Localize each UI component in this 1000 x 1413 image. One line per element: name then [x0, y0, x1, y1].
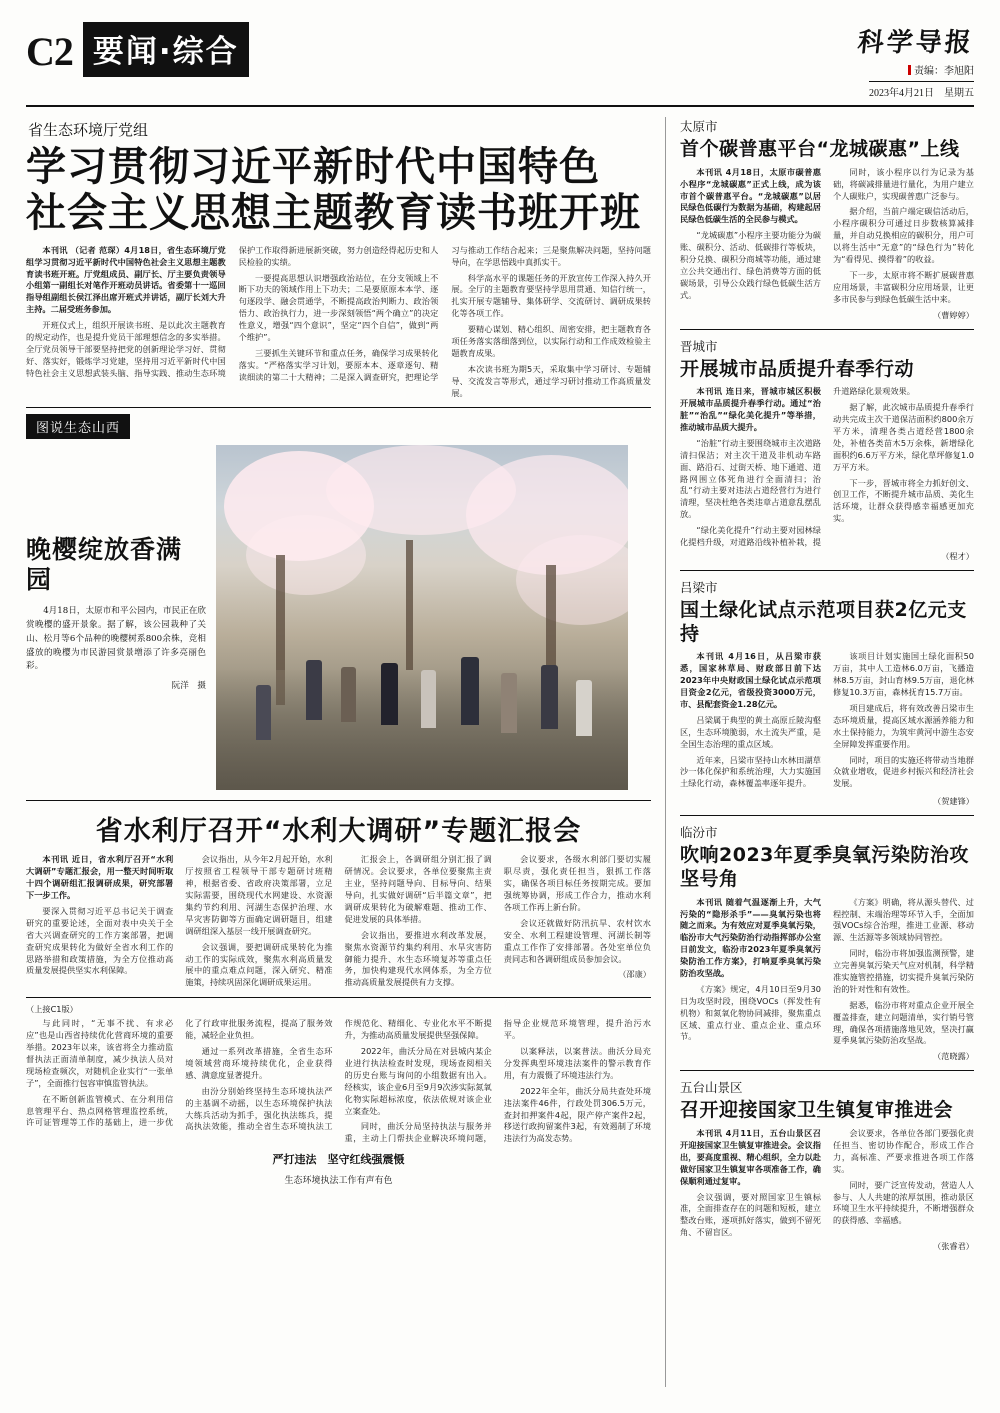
- lead-headline-line1: 学习贯彻习近平新时代中国特色: [26, 144, 600, 190]
- feature-2-credit: （邵康）: [618, 969, 651, 980]
- continuation-paragraph: 2022年全年，曲沃分局共查处环境违法案件46件，行政处罚306.5万元，查封扣押案件4起，限产停产案件2起，移送行政拘留案件3起，有效遏制了环境违法行为高发态势。: [503, 1085, 651, 1144]
- article-paragraph: 《方案》规定，4月10日至9月30日为攻坚时段，围绕VOCs（挥发性有机物）和氮氧化物协同减排，聚焦重点区域、重点行业、重点企业、重点环节。: [680, 983, 821, 1042]
- article-paragraph: “绿化美化提升”行动主要对园林绿化提档升级，对道路沿线补植补栽，提升道路绿化景观效果。: [680, 386, 915, 547]
- page-number: C2: [26, 28, 73, 74]
- continuation-note: （上接C1版）: [26, 1004, 78, 1015]
- masthead-meta: [908, 62, 974, 77]
- article-city: 晋城市: [680, 338, 718, 354]
- continuation-paragraph: 在不断创新监管模式、在分利用信息管理平台、热点网格管理监控系统，许可证管理等工作的基础上，进一步优化了行政审批服务流程，提高了服务效能，减轻企业负担。: [26, 1018, 333, 1128]
- right-article-lvliang: [680, 578, 974, 807]
- article-paragraph: 同时，要广泛宣传发动，营造人人参与、人人共建的浓厚氛围，推动景区环境卫生水平持续提升，不断增强群众的获得感、幸福感。: [833, 1179, 974, 1226]
- feature-2-paragraph: 要深入贯彻习近平总书记关于调查研究的重要论述，全面对表中央关于全省大兴调查研究的工作方案部署，把调查研究成果转化为做好全省水利工作的思路举措和政策措施，为全方位推动高质量发展提供坚实水利保障。: [26, 906, 174, 976]
- article-headline: 国土绿化试点示范项目获2亿元支持: [680, 598, 967, 645]
- photo-feature-row: [26, 445, 651, 790]
- feature-2-body: [26, 854, 651, 989]
- photo-feature: [26, 407, 651, 790]
- article-paragraph: 本刊讯 随着气温逐渐上升，大气污染的“隐形杀手”——臭氧污染也将随之而来。为有效应对夏季臭氧污染，临汾市大气污染防治行动指挥部办公室日前发文，临汾市2023年夏季臭氧污染防治工作方案》，打响夏季臭氧污染防治攻坚战。: [680, 896, 821, 979]
- feature-2: [26, 800, 651, 989]
- article-paragraph: 同时，该小程序以行为记录为基础，将碳减排量进行量化，为用户建立个人碳账户，实现碳普惠广泛参与。: [833, 166, 974, 201]
- editor-label: 责编：李旭阳: [908, 62, 974, 77]
- masthead: [26, 22, 974, 107]
- continuation-subtagline: 生态环境执法工作有声有色: [284, 1176, 393, 1187]
- article-paragraph: 该项目计划实施国土绿化面积50万亩，其中人工造林6.0万亩，飞播造林8.5万亩，封山育林9.5万亩，退化林修复10.3万亩，森林抚育15.7万亩。: [833, 651, 974, 698]
- article-credit: （范晓露）: [933, 1051, 974, 1062]
- masthead-right: [858, 22, 974, 99]
- article-credit: （程才）: [941, 550, 974, 561]
- feature-2-paragraph: 会议指出，从今年2月起开始，水利厅按照省工程领导干部专题研讨班精神，根据省委、省政府决策部署，立足实际需要，围绕现代水网建设、水资源集约节约利用、河湖生态保护治理、水旱灾害防御等方面确定调研题目，组建调研组深入基层一线开展调查研究。: [185, 854, 333, 936]
- lead-paragraph: 本次读书班为期5天，采取集中学习研讨、专题辅导、交流发言等形式，通过学习研讨推动工作高质量发展。: [451, 363, 651, 398]
- article-body: [680, 167, 974, 308]
- photo-caption-block: [26, 445, 206, 790]
- lead-body: [26, 245, 651, 400]
- article-paragraph: 本刊讯 连日来，晋城市城区积极开展城市品质提升春季行动。通过“治脏”“治乱”“绿化美化提升”等举措，推动城市品质大提升。: [680, 386, 821, 432]
- right-article-wutaishan: [680, 1078, 974, 1252]
- right-article-taiyuan: [680, 117, 974, 321]
- article-headline: 召开迎接国家卫生镇复审推进会: [680, 1099, 954, 1122]
- article-paragraph: 《方案》明确，将从源头替代、过程控制、末端治理等环节入手，全面加强VOCs综合治理，推进工业源、移动源、生活源等多领域协同管控。: [833, 896, 974, 943]
- article-paragraph: 下一步，太原市将不断扩展碳普惠应用场景，丰富碳积分应用场景，让更多市民参与到绿色低碳生活中来。: [833, 269, 974, 304]
- article-headline: 吹响2023年夏季臭氧污染防治攻坚号角: [680, 844, 969, 890]
- article-paragraph: 会议要求，各单位各部门要强化责任担当、密切协作配合，形成工作合力，高标准、严要求推进各项工作落实。: [833, 1128, 974, 1174]
- article-credit: （曹婷婷）: [933, 309, 974, 320]
- feature-2-paragraph: 会议指出，要推进水利改革发展，聚焦水资源节约集约利用、水旱灾害防御能力提升、水生态环境复苏等重点任务，加快构建现代水网体系，为全方位推动高质量发展提供有力支撑。: [344, 929, 492, 988]
- lead-headline-line2: 社会主义思想主题教育读书班开班: [26, 190, 641, 237]
- continuation-paragraph: 通过一系列改革措施，全省生态环境领域营商环境持续优化，企业获得感、满意度显著提升。: [185, 1046, 333, 1080]
- article-paragraph: 会议强调，要对照国家卫生镇标准，全面排查存在的问题和短板，建立整改台账，逐项抓好落实，做到不留死角、不留盲区。: [680, 1191, 821, 1238]
- continuation-paragraph: 2022年，曲沃分局在对县城内某企业进行执法检查时发现，现场查阅相关的历史台账与询问的小组数据有出入。经核实，该企业6月至9月9次涉实际氮氧化物实际超标浓度，依法依规对该企业立案查处。: [344, 1046, 492, 1116]
- article-paragraph: “治脏”行动主要围绕城市主次道路清扫保洁；对主次干道及非机动车路面、路沿石、过街天桥、地下通道、道路网围立体死角进行全面清扫；治乱“行动主要对违法占道经营行为进行清理，坚决杜绝各类违章占道意乱摆乱放。: [680, 437, 821, 520]
- divider: [680, 329, 974, 330]
- feature-2-paragraph: 本刊讯 近日，省水利厅召开“水利大调研”专题汇报会，用一整天时间听取十四个调研组汇报调研成果，研究部署下一步工作。: [26, 854, 174, 901]
- continuation-block: [26, 997, 651, 1186]
- section-title: 要闻·综合: [83, 22, 249, 77]
- continuation-body: [26, 1018, 651, 1145]
- article-city: 临汾市: [680, 825, 718, 841]
- continuation-paragraph: 以案释法，以案普法。曲沃分局充分发挥典型环境违法案件的警示教育作用，有力震慑了环境违法行为。: [503, 1046, 651, 1080]
- right-article-linfen: [680, 823, 974, 1062]
- lead-paragraph: 本刊讯 （记者 范琛）4月18日，省生态环境厅党组学习贯彻习近平新时代中国特色社会主义思想主题教育读书班开班。厅党组成员、副厅长、厅主要负责领导小组第一副组长对笔作开班动员讲话。省委第十一巡回指导组副组长侯江泽出席开班式并讲话，副厅长刘大升主持。二届受班务参加。: [26, 244, 226, 315]
- photo-feature-tag: 图说生态山西: [26, 414, 130, 439]
- photo-credit: 阮洋 摄: [171, 681, 206, 692]
- photo-image: [216, 445, 628, 790]
- masthead-left: [26, 22, 249, 77]
- right-article-jincheng: [680, 337, 974, 562]
- article-paragraph: 吕梁属于典型的黄土高原丘陵沟壑区，生态环境脆弱，水土流失严重，是全国生态治理的重点区域。: [680, 714, 821, 749]
- article-city: 太原市: [680, 119, 718, 134]
- article-paragraph: 本刊讯 4月18日，太原市碳普惠小程序“龙城碳惠”正式上线，成为该市首个碳普惠平台。“龙城碳惠”以居民绿色低碳行为数据为基础，构建起居民绿色低碳生活的全民参与模式。: [680, 166, 821, 225]
- photo-caption: 4月18日，太原市和平公园内，市民正在欣赏晚樱的盛开景象。据了解，该公园栽种了关山、松月等6个品种的晚樱树系800余株，竞相盛放的晚樱为市民游园赏景增添了许多亮丽色彩。: [26, 606, 206, 672]
- continuation-paragraph: 同时，曲沃分局坚持执法与服务并重，主动上门帮扶企业解决环境问题，指导企业规范环境管理，提升治污水平。: [344, 1018, 651, 1144]
- article-headline: 首个碳普惠平台“龙城碳惠”上线: [680, 138, 960, 160]
- lead-paragraph: 科学高水平的课题任务的开放宣传工作深入持久开展。全厅的主题教育要坚持学思用贯通、知信行统一，扎实开展专题辅导、集体研学、交流研讨、调研成果转化等各项工作。: [451, 272, 651, 319]
- lead-paragraph: 开班仪式上，组织开展读书班、是以此次主题教育的规定动作，也是提升党员干部理想信念的多实举措。全厅党员领导干部要坚持把党的创新理论学习好、贯彻好、落实好，锻炼学习党建，坚持用习近平新时代中国特色社会主义思想武装头脑、指导实践、推动生态环境保护工作取得新进展新突破，努力创造经得起历史和人民检验的实绩。: [26, 244, 439, 378]
- left-column: [26, 117, 666, 1387]
- continuation-paragraph: 与此同时，“无事不扰、有求必应”也是山西省持续优化营商环境的重要举措。2023年以来，该省将全力推动监督执法正面清单制度，减少执法人员对现场检查频次，对随机企业实行“一张单子”，全面推行包容审慎监管执法。: [26, 1018, 174, 1088]
- article-paragraph: 下一步，晋城市将全力抓好创文、创卫工作，不断提升城市品质、美化生活环境，让群众获得感幸福感更加充实。: [833, 477, 974, 524]
- page-body: [26, 117, 974, 1387]
- article-body: [680, 651, 974, 794]
- article-city: 吕梁市: [680, 579, 718, 595]
- article-paragraph: “龙城碳惠”小程序主要功能分为碳账、碳积分、活动、低碳排行等板块，积分兑换、碳积分商城等功能，通过建立公共交通出行、绿色消费等方面的低碳场景，引导公众践行绿色低碳生活方式。: [680, 230, 821, 300]
- article-body: [680, 897, 974, 1050]
- feature-2-paragraph: 会议强调，要把调研成果转化为推动工作的实际成效，聚焦水利高质量发展中的重点难点问题，深入研究、精准施策，持续巩固深化调研成果运用。: [185, 941, 333, 988]
- article-paragraph: 据了解，此次城市品质提升春季行动共完成主次干道保洁面积约800余万平方米，清理各类占道经营1800余处，补植各类苗木5万余株，新增绿化面积约6.6万平方米，绿化草坪修复1.0万平方米。: [833, 402, 974, 472]
- feature-2-paragraph: 会议要求，各级水利部门要切实履职尽责，强化责任担当，狠抓工作落实，确保各项目标任务按期完成。要加强统筹协调，形成工作合力，推动水利各项工作再上新台阶。: [503, 854, 651, 913]
- feature-2-paragraph: 汇报会上，各调研组分别汇报了调研情况。会议要求，各单位要聚焦主责主业，坚持问题导向、目标导向、结果导向，扎实做好调研“后半篇文章”，把调研成果转化为破解难题、推动工作、促进发展的具体举措。: [344, 854, 492, 924]
- article-paragraph: 本刊讯 4月16日，从吕梁市获悉，国家林草局、财政部日前下达2023年中央财政国土绿化试点示范项目资金2亿元，省级投资3000万元，市、县配套资金1.28亿元。: [680, 651, 821, 709]
- article-credit: （张睿君）: [933, 1241, 974, 1252]
- article-paragraph: 近年来，吕梁市坚持山水林田湖草沙一体化保护和系统治理，大力实施国土绿化行动，森林覆盖率逐年提升。: [680, 754, 821, 789]
- article-paragraph: 据悉，临汾市将对重点企业开展全覆盖排查，建立问题清单，实行销号管理，确保各项措施落地见效，坚决打赢夏季臭氧污染防治攻坚战。: [833, 999, 974, 1046]
- issue-date: 2023年4月21日 星期五: [869, 81, 974, 99]
- article-city: 五台山景区: [680, 1080, 743, 1096]
- lead-kicker: 省生态环境厅党组: [28, 123, 149, 139]
- divider: [680, 1070, 974, 1071]
- article-headline: 开展城市品质提升春季行动: [680, 357, 915, 380]
- article-credit: （贺建锋）: [933, 796, 974, 807]
- article-paragraph: 本刊讯 4月11日，五台山景区召开迎接国家卫生镇复审推进会。会议指出，要高度重视、精心组织，全力以赴做好国家卫生镇复审各项准备工作，确保顺利通过复审。: [680, 1128, 821, 1186]
- continuation-paragraph: 由汾分别始终坚持生态环境执法严的主基调不动摇，以生态环境保护执法大练兵活动为抓手，强化执法练兵，提高执法效能，推动全省生态环境执法工作规范化、精细化、专业化水平不断提升，为推动高质量发展提供坚强保障。: [185, 1018, 492, 1132]
- article-body: [680, 386, 974, 549]
- feature-2-headline: 省水利厅召开“水利大调研”专题汇报会: [95, 816, 582, 848]
- right-column: [666, 117, 974, 1387]
- lead-headline: [26, 144, 651, 237]
- continuation-tagline: 严打违法 坚守红线强震慑: [272, 1153, 405, 1167]
- article-paragraph: 同时，临汾市将加强监测预警，建立完善臭氧污染天气应对机制，科学精准实施管控措施，切实提升臭氧污染防治的针对性和有效性。: [833, 948, 974, 994]
- photo-title: 晚樱绽放香满园: [26, 535, 183, 595]
- article-body: [680, 1128, 974, 1239]
- article-paragraph: 据介绍，当前户端定碳信活动后，小程序碳积分可通过日步数核算减排量，并自动兑换相应的碳积分，用户可以将生活中“无意”的“绿色行为”转化为“看得见、摸得着”的收益。: [833, 206, 974, 264]
- lead-paragraph: 三要抓生关键环节和重点任务，确保学习成果转化落实。“严格落实学习计划，要原本本、逐章逐句、精读细读的第二十大精神；二是深入调查研究，把理论学习与推动工作结合起来；三是聚焦解决问题，坚持问题导向，在学思悟践中真抓实干。: [238, 244, 651, 382]
- divider: [680, 570, 974, 571]
- feature-2-paragraph: 会议还就做好防汛抗旱、农村饮水安全、水利工程建设管理、河湖长制等重点工作作了安排部署。各处室单位负责同志和各调研组成员参加会议。: [503, 917, 651, 964]
- article-paragraph: 项目建成后，将有效改善吕梁市生态环境质量，提高区域水源涵养能力和水土保持能力，为筑牢黄河中游生态安全屏障发挥重要作用。: [833, 702, 974, 749]
- lead-paragraph: 要精心谋划、精心组织、周密安排，把主题教育各项任务落实落细落到位，以实际行动和工作成效检验主题教育成果。: [451, 324, 651, 358]
- divider: [680, 815, 974, 816]
- lead-paragraph: 一要提高思想认识增强政治站位，在分支领域上不断下功夫的领域作用上下功夫；二是要原原本本学、逐句逐段学、融会贯通学，不断提高政治判断力、政治领悟力、政治执行力，进一步深刻领悟“两个确立”的决定性意义，增强“四个意识”，坚定“四个自信”，做到“两个维护”。: [238, 272, 439, 343]
- paper-logo: 科学导报: [856, 28, 976, 58]
- article-paragraph: 同时，项目的实施还将带动当地群众就业增收，促进乡村振兴和经济社会发展。: [833, 754, 974, 789]
